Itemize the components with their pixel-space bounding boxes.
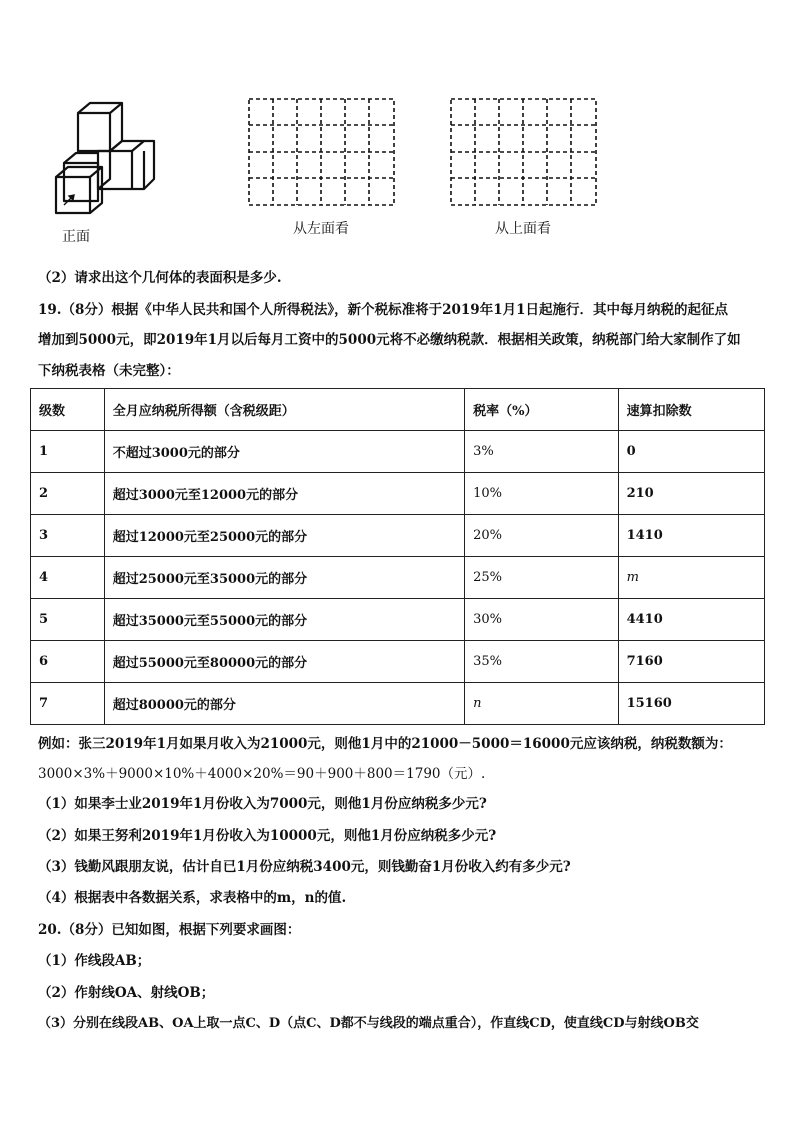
header-cell: 速算扣除数 — [618, 389, 764, 431]
table-cell: m — [618, 557, 764, 599]
q19-sub3: （3）钱勤风跟朋友说，估计自已1月份应纳税3400元，则钱勤奋1月份收入约有多少元? — [38, 859, 571, 875]
table-cell: 4 — [31, 557, 105, 599]
table-row — [31, 473, 765, 515]
example-line2: 3000×3%＋9000×10%＋4000×20%＝90＋900＋800＝1790（元）. — [38, 766, 486, 782]
left-view-grid — [248, 98, 396, 208]
q20-item1: （1）作线段AB； — [38, 953, 151, 969]
table-cell: 1 — [31, 431, 105, 473]
header-cell: 级数 — [31, 389, 105, 431]
table-cell: 2 — [31, 473, 105, 515]
table-cell: 15160 — [618, 683, 764, 725]
header-cell: 全月应纳税所得额（含税级距） — [104, 389, 464, 431]
table-cell: 超过12000元至25000元的部分 — [104, 515, 464, 557]
table-cell: 3% — [465, 431, 618, 473]
table-row — [31, 557, 765, 599]
q20-item2: （2）作射线OA、射线OB； — [38, 985, 215, 1001]
table-cell: 7 — [31, 683, 105, 725]
q19-line2: 增加到5000元，即2019年1月以后每月工资中的5000元将不必缴纳税款．根据相关政策，纳税部门给大家制作了如 — [38, 332, 741, 348]
table-cell: 210 — [618, 473, 764, 515]
table-cell: 超过25000元至35000元的部分 — [104, 557, 464, 599]
table-cell: 6 — [31, 641, 105, 683]
q19-line3: 下纳税表格（未完整）： — [38, 363, 180, 379]
table-cell: 超过80000元的部分 — [104, 683, 464, 725]
q19-sub2: （2）如果王努利2019年1月份收入为10000元，则他1月份应纳税多少元? — [38, 828, 497, 844]
table-cell: 超过55000元至80000元的部分 — [104, 641, 464, 683]
q20-title: 20.（8分）已知如图，根据下列要求画图： — [38, 922, 301, 938]
table-cell: 不超过3000元的部分 — [104, 431, 464, 473]
table-row — [31, 599, 765, 641]
table-cell: 3 — [31, 515, 105, 557]
table-cell: 5 — [31, 599, 105, 641]
example-line1: 例如：张三2019年1月如果月收入为21000元，则他1月中的21000－5000＝16000元应该纳税，纳税数额为： — [38, 736, 732, 752]
table-cell: 35% — [465, 641, 618, 683]
table-header-row — [31, 389, 765, 431]
q19-sub4: （4）根据表中各数据关系，求表格中的m，n的值. — [38, 890, 347, 906]
table-row — [31, 431, 765, 473]
table-cell: 超过35000元至55000元的部分 — [104, 599, 464, 641]
table-row — [31, 641, 765, 683]
q19-sub1: （1）如果李士业2019年1月份收入为7000元，则他1月份应纳税多少元? — [38, 796, 487, 812]
front-label: 正面 — [62, 229, 90, 245]
table-cell: 10% — [465, 473, 618, 515]
table-row — [31, 515, 765, 557]
tax-table — [30, 388, 765, 725]
left-view-label: 从左面看 — [293, 221, 349, 237]
table-cell: 7160 — [618, 641, 764, 683]
table-cell: n — [465, 683, 618, 725]
table-cell: 0 — [618, 431, 764, 473]
top-view-grid — [450, 98, 598, 208]
q20-item3: （3）分别在线段AB、OA上取一点C、D（点C、D都不与线段的端点重合），作直线CD，使直线CD与射线OB交 — [38, 1016, 699, 1031]
table-cell: 4410 — [618, 599, 764, 641]
table-cell: 20% — [465, 515, 618, 557]
q18-part2: （2）请求出这个几何体的表面积是多少. — [38, 270, 282, 286]
table-cell: 30% — [465, 599, 618, 641]
top-view-label: 从上面看 — [495, 221, 551, 237]
table-cell: 1410 — [618, 515, 764, 557]
q19-line1: 19.（8分）根据《中华人民共和国个人所得税法》，新个税标准将于2019年1月1日起施行．其中每月纳税的起征点 — [38, 302, 728, 318]
figure-area — [0, 0, 794, 250]
header-cell: 税率（%） — [465, 389, 618, 431]
table-cell: 超过3000元至12000元的部分 — [104, 473, 464, 515]
table-row — [31, 683, 765, 725]
table-cell: 25% — [465, 557, 618, 599]
cube-solid — [50, 95, 165, 225]
